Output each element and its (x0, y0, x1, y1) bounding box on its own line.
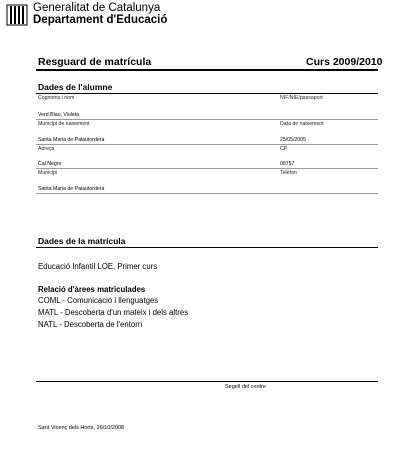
birth-date-label: Data de naixement (280, 121, 324, 127)
address-label: Adreça (38, 146, 55, 152)
stamp-divider (36, 381, 378, 382)
student-section-divider (36, 93, 378, 94)
areas-heading: Relació d'àrees matriculades (38, 285, 146, 294)
row-divider (36, 168, 378, 169)
area-item: MATL - Descoberta d'un mateix i dels altres (38, 308, 189, 317)
course-label: Curs 2009/2010 (306, 56, 383, 68)
row-divider (36, 193, 378, 194)
postcode-value: 08757 (280, 161, 295, 167)
enrollment-level: Educació Infantil LOE, Primer curs (38, 262, 158, 271)
student-section-heading: Dades de l'alumne (38, 82, 113, 92)
org-line-1: Generalitat de Catalunya (33, 2, 161, 14)
stamp-label: Segell del centre (225, 384, 266, 390)
birth-date-value: 25/05/2005 (280, 137, 306, 143)
postcode-label: CP (280, 146, 288, 152)
phone-label: Telèfon (280, 170, 297, 176)
name-label: Cognoms i nom (38, 95, 75, 101)
enrollment-section-divider (36, 247, 378, 248)
municipality-value: Santa Maria de Palautordera (38, 186, 105, 192)
document-title: Resguard de matrícula (38, 56, 152, 68)
area-item: COML - Comunicació i llenguatges (38, 296, 159, 305)
name-value: Verd Blau, Violeta (38, 112, 80, 118)
id-label: NIF/NIE/passaport (280, 95, 323, 101)
org-line-2: Departament d'Educació (33, 14, 168, 26)
row-divider (36, 119, 378, 120)
enrollment-section-heading: Dades de la matrícula (38, 236, 126, 246)
birth-municipality-label: Municipi de naixement (38, 121, 90, 127)
birth-municipality-value: Santa Maria de Palautordera (38, 137, 105, 143)
row-divider (36, 144, 378, 145)
municipality-label: Municipi (38, 170, 58, 176)
place-date: Sant Vicenç dels Horts, 26/10/2008 (38, 425, 125, 431)
generalitat-logo-icon (6, 4, 28, 26)
title-divider (36, 69, 378, 71)
area-item: NATL - Descoberta de l'entorn (38, 320, 143, 329)
address-value: Cal Negre (38, 161, 62, 167)
